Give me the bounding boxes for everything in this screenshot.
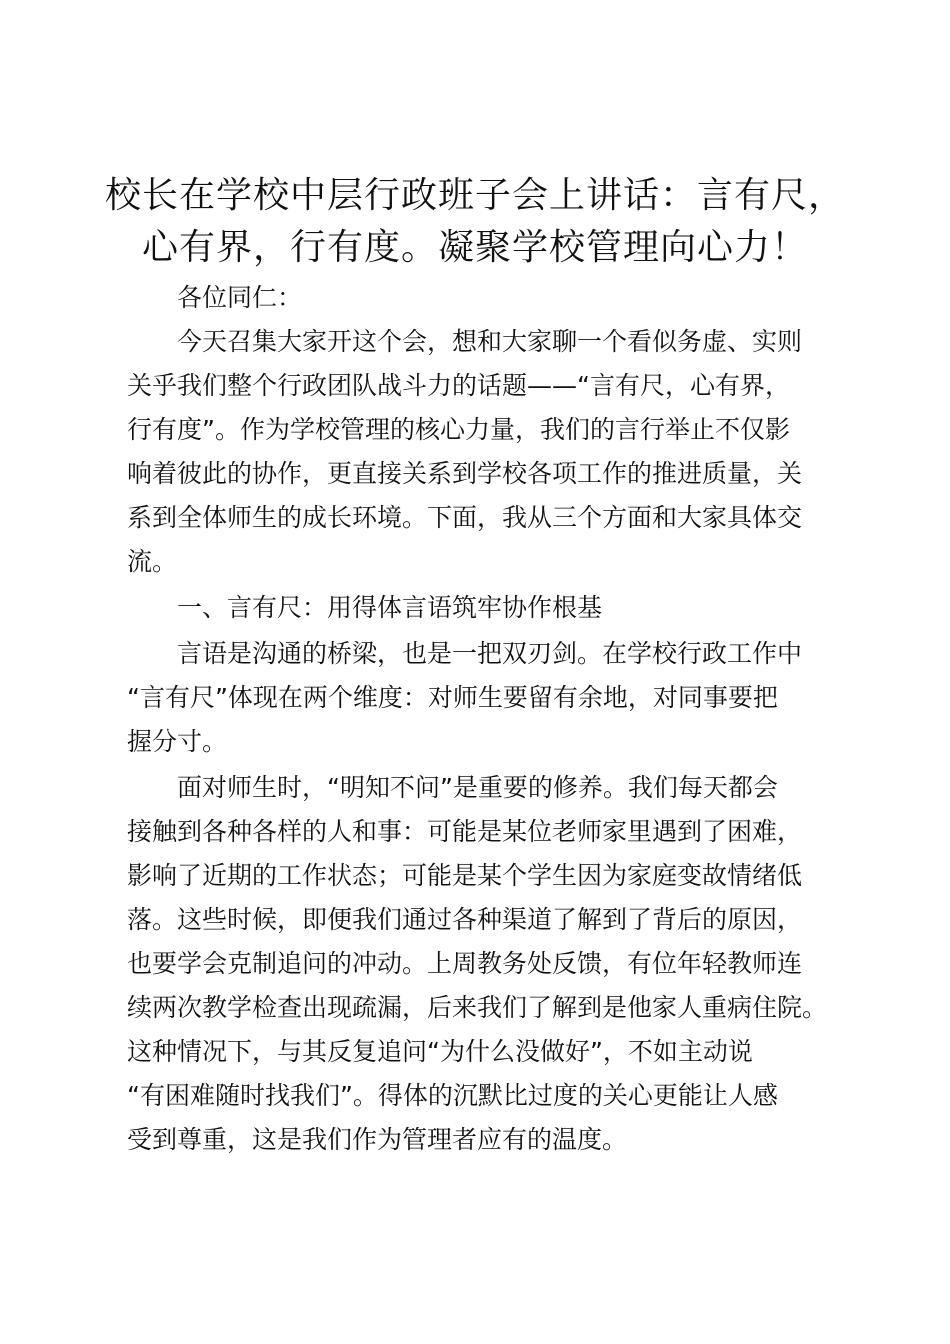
paragraph-line: 握分寸。 — [127, 727, 228, 756]
paragraph-line: 今天召集大家开这个会，想和大家聊一个看似务虚、实则 — [127, 327, 803, 356]
salutation: 各位同仁： — [127, 283, 303, 312]
paragraph-line: 流。 — [127, 547, 178, 576]
paragraph-line: 也要学会克制追问的冲动。上周教务处反馈，有位年轻教师连 — [127, 949, 803, 978]
paragraph-line: 接触到各种各样的人和事：可能是某位老师家里遇到了困难， — [127, 817, 803, 846]
paragraph-line: 关乎我们整个行政团队战斗力的话题——“言有尺，心有界， — [127, 371, 790, 400]
paragraph-line: 面对师生时，“明知不问”是重要的修养。我们每天都会 — [127, 773, 778, 802]
section-heading: 一、言有尺：用得体言语筑牢协作根基 — [127, 593, 603, 622]
paragraph-line: 受到尊重，这是我们作为管理者应有的温度。 — [127, 1125, 628, 1154]
document-title-line-1: 校长在学校中层行政班子会上讲话：言有尺， — [104, 175, 845, 216]
paragraph-line: 落。这些时候，即便我们通过各种渠道了解到了背后的原因， — [127, 905, 803, 934]
paragraph-line: “有困难随时找我们”。得体的沉默比过度的关心更能让人感 — [127, 1081, 778, 1110]
paragraph-line: “言有尺”体现在两个维度：对师生要留有余地，对同事要把 — [127, 683, 778, 712]
paragraph-line: 这种情况下，与其反复追问“为什么没做好”，不如主动说 — [127, 1037, 753, 1066]
paragraph-line: 影响了近期的工作状态；可能是某个学生因为家庭变故情绪低 — [127, 861, 803, 890]
paragraph-line: 续两次教学检查出现疏漏，后来我们了解到是他家人重病住院。 — [127, 993, 828, 1022]
document-title-line-2: 心有界，行有度。凝聚学校管理向心力！ — [141, 227, 808, 268]
paragraph-line: 响着彼此的协作，更直接关系到学校各项工作的推进质量，关 — [127, 459, 803, 488]
paragraph-line: 言语是沟通的桥梁，也是一把双刃剑。在学校行政工作中 — [127, 639, 803, 668]
paragraph-line: 系到全体师生的成长环境。下面，我从三个方面和大家具体交 — [127, 503, 803, 532]
paragraph-line: 行有度”。作为学校管理的核心力量，我们的言行举止不仅影 — [127, 415, 790, 444]
